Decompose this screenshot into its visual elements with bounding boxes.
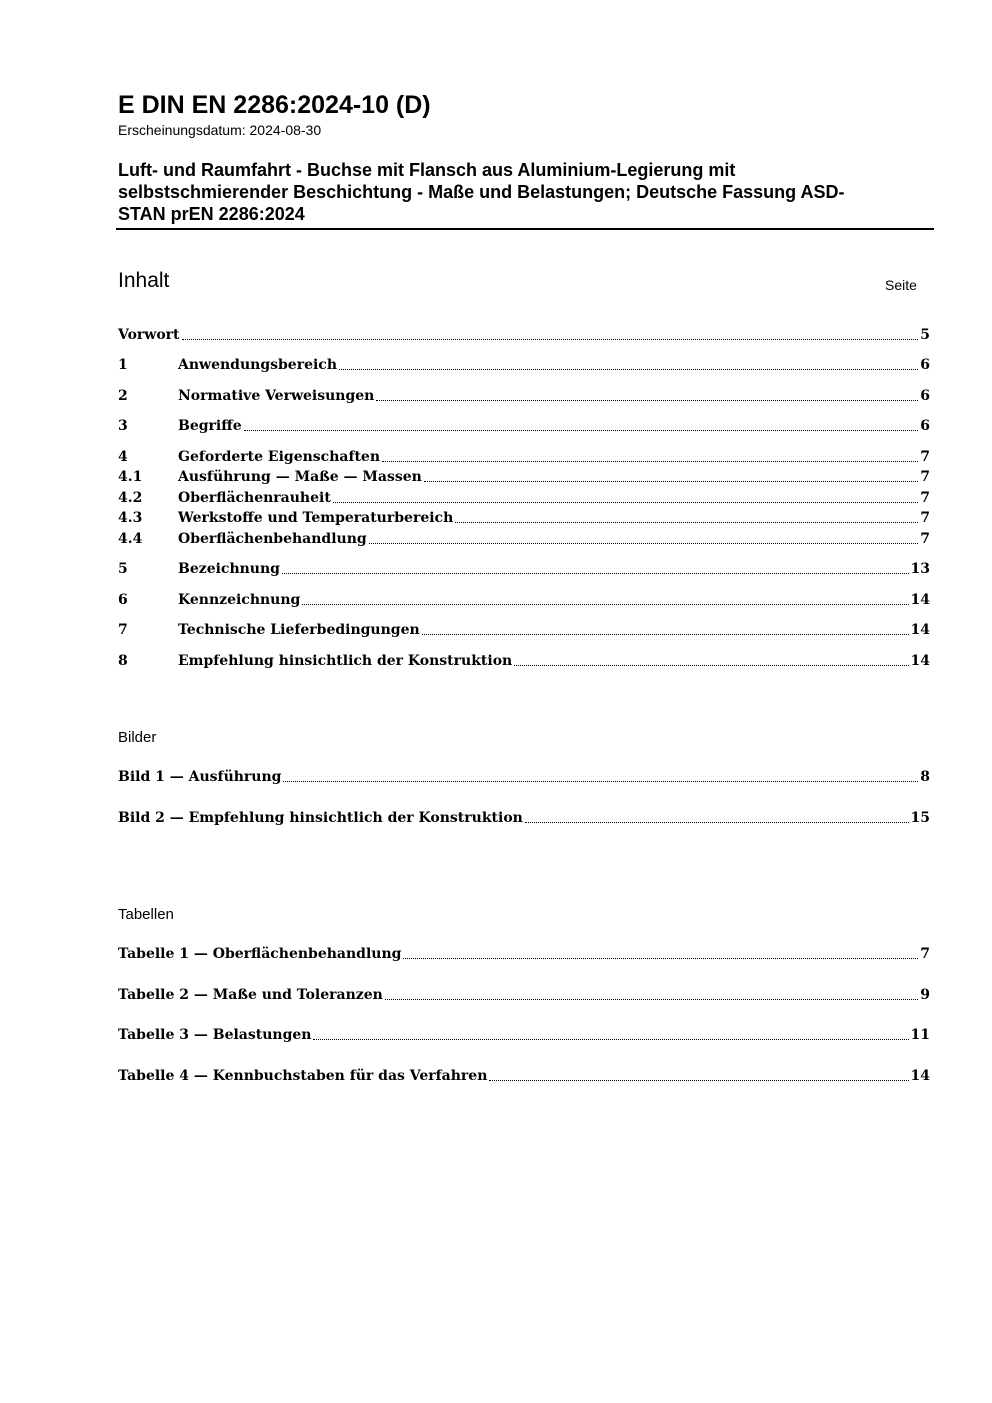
toc-page-column-label: Seite [885,277,917,293]
toc-leader-dots [514,665,908,666]
toc-entry-page: 11 [910,1027,930,1043]
toc-entry-5[interactable] [118,560,930,578]
document-title-line: STAN prEN 2286:2024 [118,204,305,224]
toc-entry-title: Empfehlung hinsichtlich der Konstruktion [178,653,513,669]
toc-entry-page: 6 [920,357,930,373]
document-id: E DIN EN 2286:2024-10 (D) [118,91,431,119]
toc-entry-title: Tabelle 3 — Belastungen [118,1027,312,1043]
toc-entry-page: 7 [920,490,930,506]
figure-entry-2[interactable] [118,809,930,827]
toc-entry-title: Werkstoffe und Temperaturbereich [178,510,454,526]
toc-leader-dots [385,999,918,1000]
toc-entry-4[interactable] [118,448,930,466]
toc-leader-dots [455,522,918,523]
document-title-line: selbstschmierender Beschichtung - Maße und Belastungen; Deutsche Fassung ASD- [118,182,845,202]
toc-entry-title: Geforderte Eigenschaften [178,449,381,465]
toc-leader-dots [382,461,918,462]
toc-entry-4-1[interactable] [118,468,930,486]
toc-entry-page: 14 [910,592,930,608]
toc-entry-page: 7 [920,449,930,465]
toc-leader-dots [283,781,918,782]
toc-leader-dots [313,1039,908,1040]
toc-entry-page: 13 [910,561,930,577]
toc-entry-title: Anwendungsbereich [178,357,337,373]
toc-entry-number: 3 [118,418,128,434]
toc-entry-4-4[interactable] [118,530,930,548]
toc-entry-vorwort[interactable] [118,326,930,344]
toc-entry-title: Tabelle 1 — Oberflächenbehandlung [118,946,402,962]
table-entry-3[interactable] [118,1026,930,1044]
toc-entry-title: Bild 2 — Empfehlung hinsichtlich der Konstruktion [118,810,523,826]
toc-entry-page: 8 [920,769,930,785]
toc-entry-title: Bild 1 — Ausführung [118,769,282,785]
toc-leader-dots [333,502,918,503]
document-title-line: Luft- und Raumfahrt - Buchse mit Flansch aus Aluminium-Legierung mit [118,160,736,180]
toc-entry-title: Oberflächenbehandlung [178,531,367,547]
toc-leader-dots [403,958,918,959]
toc-entry-title: Tabelle 2 — Maße und Toleranzen [118,987,383,1003]
toc-entry-number: 4.2 [118,490,143,506]
toc-entry-title: Technische Lieferbedingungen [178,622,420,638]
toc-leader-dots [339,369,918,370]
toc-entry-title: Bezeichnung [178,561,280,577]
toc-entry-8[interactable] [118,652,930,670]
toc-entry-number: 4.4 [118,531,143,547]
toc-entry-title: Vorwort [118,327,180,343]
toc-entry-6[interactable] [118,591,930,609]
toc-leader-dots [282,573,909,574]
title-divider [116,228,934,230]
tables-heading: Tabellen [118,906,174,923]
toc-entry-4-3[interactable] [118,509,930,527]
toc-entry-4-2[interactable] [118,489,930,507]
toc-entry-title: Normative Verweisungen [178,388,375,404]
toc-entry-3[interactable] [118,417,930,435]
toc-entry-page: 9 [920,987,930,1003]
toc-entry-title: Oberflächenrauheit [178,490,331,506]
toc-entry-page: 7 [920,531,930,547]
toc-entry-page: 7 [920,469,930,485]
toc-entry-number: 6 [118,592,128,608]
toc-entry-page: 14 [910,653,930,669]
toc-entry-page: 14 [910,622,930,638]
figure-entry-1[interactable] [118,768,930,786]
toc-entry-number: 4 [118,449,128,465]
toc-leader-dots [182,339,919,340]
toc-entry-2[interactable] [118,387,930,405]
toc-entry-page: 7 [920,510,930,526]
toc-entry-title: Begriffe [178,418,242,434]
toc-leader-dots [302,604,908,605]
toc-entry-page: 15 [910,810,930,826]
toc-entry-7[interactable] [118,621,930,639]
toc-leader-dots [422,634,909,635]
toc-entry-number: 1 [118,357,128,373]
toc-entry-page: 7 [920,946,930,962]
toc-entry-page: 5 [920,327,930,343]
toc-entry-page: 14 [910,1068,930,1084]
toc-entry-number: 4.1 [118,469,143,485]
toc-leader-dots [369,543,919,544]
table-entry-2[interactable] [118,986,930,1004]
toc-entry-title: Tabelle 4 — Kennbuchstaben für das Verfahren [118,1068,488,1084]
toc-entry-page: 6 [920,418,930,434]
toc-heading: Inhalt [118,269,170,292]
table-entry-1[interactable] [118,945,930,963]
toc-entry-1[interactable] [118,356,930,374]
toc-entry-title: Ausführung — Maße — Massen [178,469,422,485]
figures-heading: Bilder [118,729,157,746]
document-title [118,159,930,225]
toc-leader-dots [424,481,918,482]
publication-date: Erscheinungsdatum: 2024-08-30 [118,122,322,138]
toc-entry-title: Kennzeichnung [178,592,301,608]
toc-leader-dots [244,430,919,431]
toc-entry-page: 6 [920,388,930,404]
toc-entry-number: 8 [118,653,128,669]
toc-leader-dots [376,400,918,401]
toc-leader-dots [525,822,909,823]
toc-entry-number: 5 [118,561,128,577]
toc-entry-number: 7 [118,622,128,638]
toc-entry-number: 4.3 [118,510,143,526]
toc-entry-number: 2 [118,388,128,404]
toc-leader-dots [489,1080,908,1081]
table-entry-4[interactable] [118,1067,930,1085]
